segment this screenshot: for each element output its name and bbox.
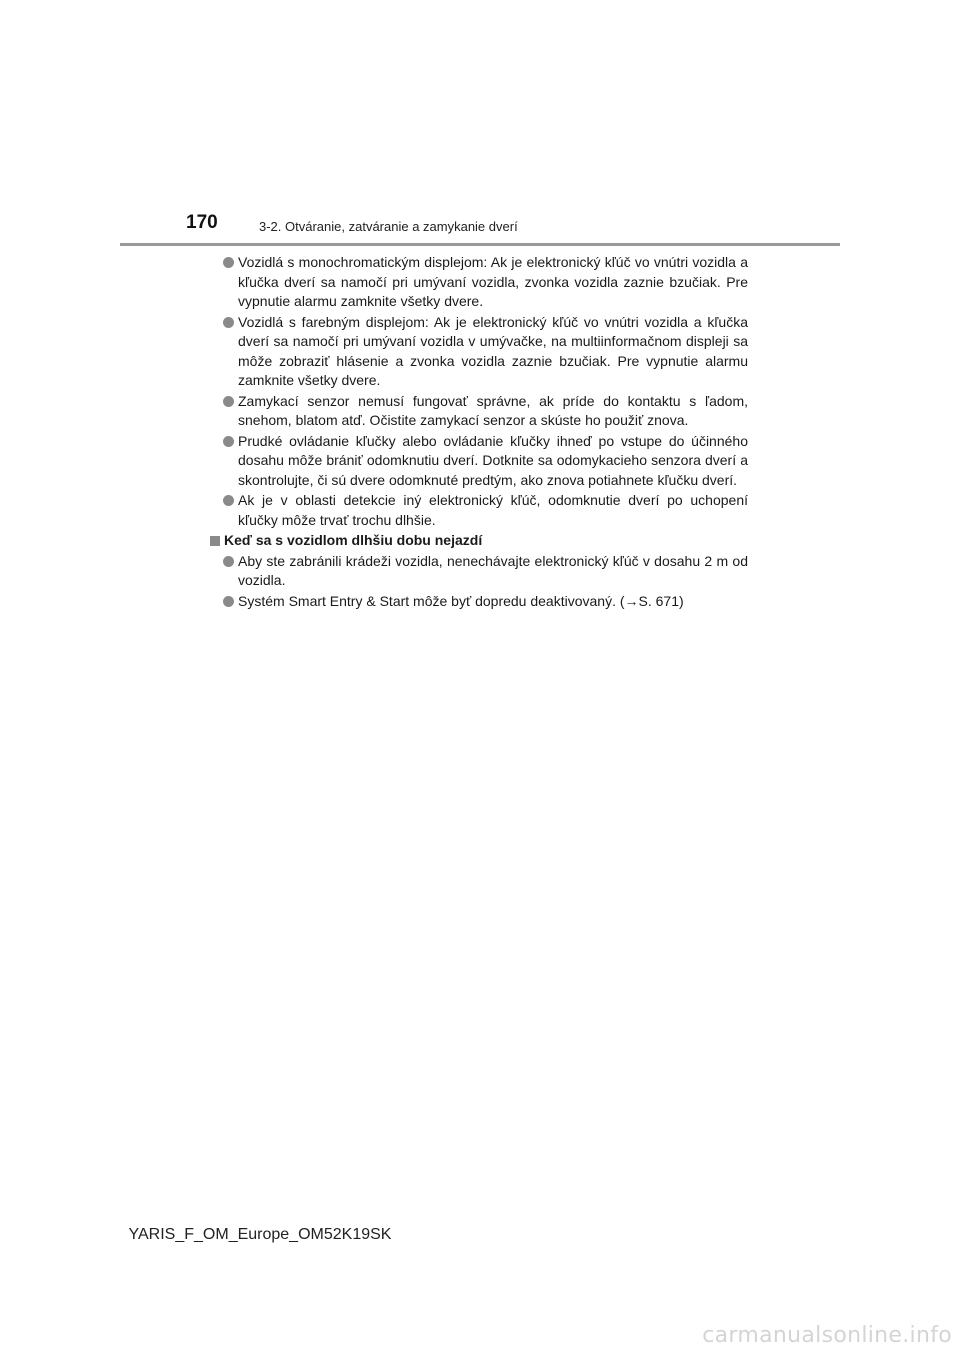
bullet-icon xyxy=(223,495,234,506)
page-number: 170 xyxy=(186,212,218,233)
page-footer xyxy=(0,1226,960,1244)
bullet-icon xyxy=(223,396,234,407)
bullet-icon xyxy=(223,596,234,607)
list-item xyxy=(222,313,748,391)
list-item xyxy=(222,392,748,431)
section-title: 3-2. Otváranie, zatváranie a zamykanie dverí xyxy=(259,219,518,234)
list-item-text: Aby ste zabránili krádeži vozidla, nenechávajte elektronický kľúč v dosahu 2 m od vozidla. xyxy=(238,552,748,588)
sub-heading xyxy=(210,531,748,551)
header-divider xyxy=(120,243,840,246)
bullet-icon xyxy=(223,556,234,567)
bullet-icon xyxy=(223,436,234,447)
list-item-text: Systém Smart Entry & Start môže byť dopredu deaktivovaný. (→S. 671) xyxy=(238,592,684,609)
page-content xyxy=(222,253,748,612)
list-item-text: Vozidlá s monochromatickým displejom: Ak je elektronický kľúč vo vnútri vozidla a kľučka dverí sa namočí pri umývaní vozidla, zvonka vozidla zaznie bzučiak. Pre vypnutie alarmu zamknite všetky dvere. xyxy=(238,254,748,309)
list-item xyxy=(222,253,748,312)
list-item xyxy=(222,491,748,530)
watermark: carmanualsonline.info xyxy=(702,1323,952,1348)
document-code: YARIS_F_OM_Europe_OM52K19SK xyxy=(128,1226,392,1243)
list-item-text: Ak je v oblasti detekcie iný elektronický kľúč, odomknutie dverí po uchopení kľučky môže trvať trochu dlhšie. xyxy=(238,492,748,528)
sub-heading-text: Keď sa s vozidlom dlhšiu dobu nejazdí xyxy=(224,532,483,548)
list-item-text: Vozidlá s farebným displejom: Ak je elektronický kľúč vo vnútri vozidla a kľučka dverí sa namočí pri umývaní vozidla v umývačke, na multiinformačnom displeji sa môže zobraziť hlásenie a zvonka vozidla zaznie bzučiak. Pre vypnutie alarmu zamknite všetky dvere. xyxy=(238,313,748,388)
bullet-icon xyxy=(223,317,234,328)
bullet-icon xyxy=(223,257,234,268)
list-item xyxy=(222,592,748,612)
list-item xyxy=(222,552,748,591)
list-item-text: Prudké ovládanie kľučky alebo ovládanie kľučky ihneď po vstupe do účinného dosahu môže brániť odomknutiu dverí. Dotknite sa odomykacieho senzora dverí a skontrolujte, či sú dvere odomknuté predtým, ako znova potiahnete kľučku dverí. xyxy=(238,432,748,488)
page-header xyxy=(0,0,960,250)
list-item xyxy=(222,432,748,491)
list-item-text: Zamykací senzor nemusí fungovať správne, ak príde do kontaktu s ľadom, snehom, blatom atď. Očistite zamykací senzor a skúste ho použiť znova. xyxy=(238,392,748,428)
square-bullet-icon xyxy=(210,536,220,546)
